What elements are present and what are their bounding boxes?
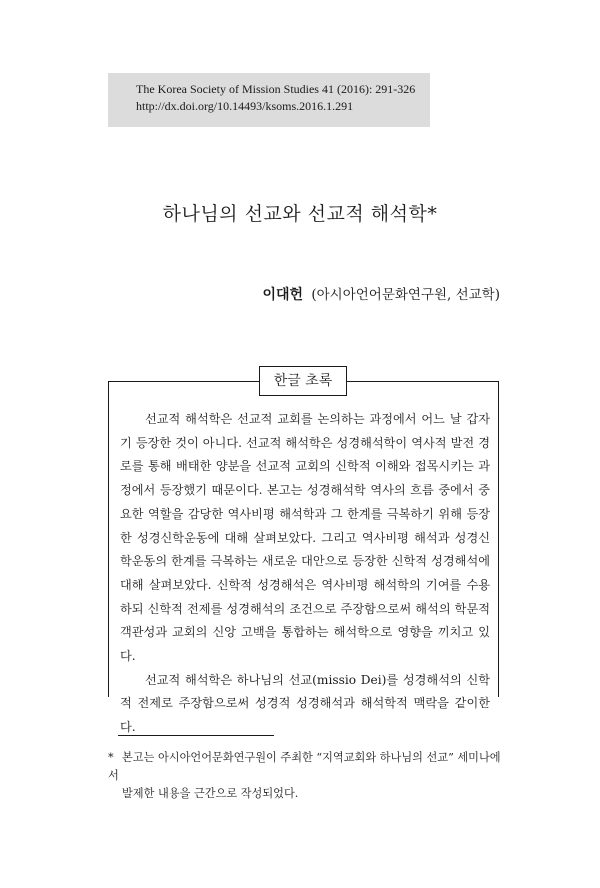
footnote [108,749,503,803]
author-line [262,283,500,304]
author-name: 이대헌 [262,287,304,303]
journal-citation: The Korea Society of Mission Studies 41 (2016): 291-326 [136,82,416,96]
abstract-label: 한글 초록 [259,366,347,396]
footnote-line-2: 발제한 내용을 근간으로 작성되었다. [122,787,299,800]
abstract-body [120,408,490,740]
footnote-divider [118,735,274,736]
journal-info-box [108,73,430,127]
journal-doi[interactable]: http://dx.doi.org/10.14493/ksoms.2016.1.291 [136,99,354,113]
abstract-paragraph-1: 선교적 해석학은 선교적 교회를 논의하는 과정에서 어느 날 갑자기 등장한 것이 아니다. 선교적 해석학은 성경해석학이 역사적 발전 경로를 통해 배태한 양분을 선교적 교회의 신학적 이해와 접목시키는 과정에서 등장했기 때문이다. 본고는 성경해석학 역사의 흐름 중에서 중요한 역할을 감당한 역사비평 해석학과 그 한계를 극복하기 위해 등장한 성경신학운동에 대해 살펴보았다. 그리고 역사비평 해석과 성경신학운동의 한계를 극복하는 새로운 대안으로 등장한 신학적 성경해석에 대해 살펴보았다. 신학적 성경해석은 역사비평 해석학의 기여를 수용하되 신학적 전제를 성경해석의 조건으로 주장함으로써 해석의 학문적 객관성과 교회의 신앙 고백을 통합하는 해석학으로 영향을 끼치고 있다. [120,412,490,664]
abstract-paragraph-2: 선교적 해석학은 하나님의 선교(missio Dei)를 성경해석의 신학적 전제로 주장함으로써 성경적 성경해석과 해석학적 맥락을 같이한다. [120,672,490,735]
footnote-line-1: 본고는 아시아언어문화연구원이 주최한 “지역교회와 하나님의 선교” 세미나에서 [108,751,501,782]
author-affiliation: (아시아언어문화연구원, 선교학) [311,287,500,303]
footnote-mark: * [108,751,114,764]
paper-title: 하나님의 선교와 선교적 해석학* [162,203,438,225]
